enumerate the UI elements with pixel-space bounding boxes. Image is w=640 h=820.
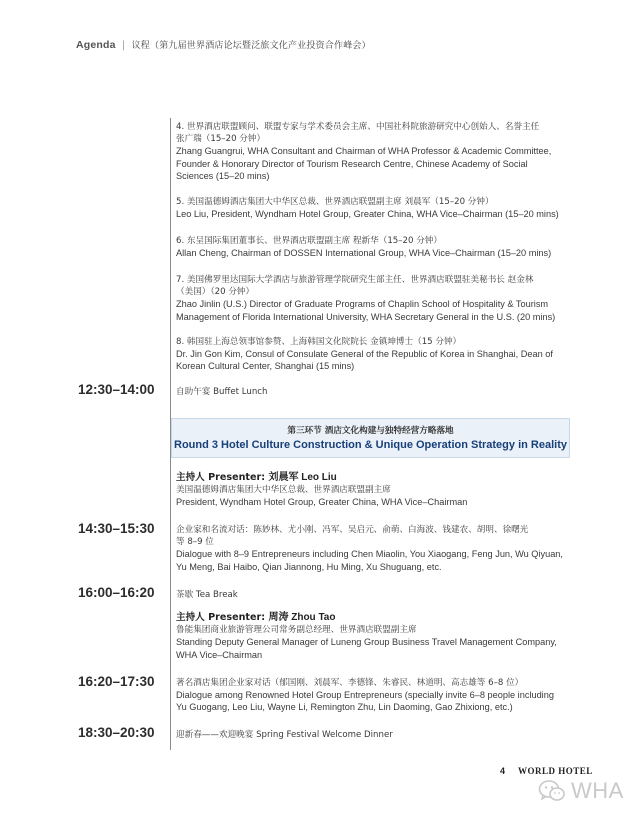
speaker-item-4 <box>176 121 571 182</box>
item8-en-line1: Dr. Jin Gon Kim, Consul of Consulate General of the Republic of Korea in Shanghai, Dean of <box>176 349 553 360</box>
page-number: 4 <box>500 766 506 776</box>
header-title: 议程（第九届世界酒店论坛暨泛旅文化产业投资合作峰会） <box>131 41 371 51</box>
speaker-item-8 <box>176 336 571 373</box>
time-dialogue1: 14:30–15:30 <box>78 521 155 536</box>
time-dialogue2: 16:20–17:30 <box>78 674 155 689</box>
presenter2-label: 主持人 Presenter: <box>176 612 266 623</box>
presenter2-heading <box>176 612 571 624</box>
presenter1-heading <box>176 472 571 484</box>
presenter2-cn: 鲁能集团商业旅游管理公司常务副总经理、世界酒店联盟副主席 <box>176 625 417 636</box>
lunch-text: 自助午宴 Buffet Lunch <box>176 387 268 397</box>
item4-en-line1: Zhang Guangrui, WHA Consultant and Chairman of WHA Professor & Academic Committee, <box>176 146 552 157</box>
item4-en-line3: Sciences (15–20 mins) <box>176 170 270 181</box>
dialogue1-cn-line2: 等 8–9 位 <box>176 537 214 548</box>
item4-en-line2: Founder & Honorary Director of Tourism Research Centre, Chinese Academy of Social <box>176 158 528 169</box>
speaker-item-5 <box>176 196 571 220</box>
time-dinner: 18:30–20:30 <box>78 725 155 740</box>
time-lunch: 12:30–14:00 <box>78 382 155 397</box>
dialogue2-en-line2: Yu Guogang, Leo Liu, Wayne Li, Remington Zhu, Lin Daoming, Gao Zhixiong, etc.) <box>176 702 513 713</box>
item4-cn-line1: 4. 世界酒店联盟顾问、联盟专家与学术委员会主席、中国社科院旅游研究中心创始人、名誉主任 <box>176 122 540 132</box>
dialogue1-cn-line1: 企业家和名流对话：陈妙林、尤小刚、冯军、吴启元、俞萌、白海波、钱建农、胡明、徐曙光 <box>176 525 529 535</box>
header-separator: | <box>121 40 126 51</box>
wechat-logo-icon <box>538 778 566 804</box>
round3-banner <box>171 418 570 458</box>
dinner-item <box>176 729 571 741</box>
item7-en-line1: Zhao Jinlin (U.S.) Director of Graduate Programs of Chaplin School of Hospitality & Tourism <box>176 299 549 310</box>
watermark-text: WHA <box>571 778 624 803</box>
dialogue-2 <box>176 677 571 714</box>
presenter1-label: 主持人 Presenter: <box>176 472 266 483</box>
magazine-name: WORLD HOTEL <box>518 766 593 776</box>
agenda-label: Agenda <box>76 39 116 51</box>
presenter1-cn: 美国温德姆酒店集团大中华区总裁、世界酒店联盟副主席 <box>176 485 391 496</box>
dialogue1-en-line1: Dialogue with 8–9 Entrepreneurs including Chen Miaolin, You Xiaogang, Feng Jun, Wu Qiyuan, <box>176 549 563 560</box>
item5-en-line1: Leo Liu, President, Wyndham Hotel Group, Greater China, WHA Vice–Chairman (15–20 mins) <box>176 209 559 220</box>
item8-cn-line1: 8. 韩国驻上海总领事馆参赞、上海韩国文化院院长 金镇坤博士（15 分钟） <box>176 337 462 347</box>
dialogue2-cn-line1: 著名酒店集团企业家对话（郁国刚、刘晨军、李德锋、朱睿民、林道明、高志雄等 6–8 位） <box>176 678 524 688</box>
dialogue2-en-line1: Dialogue among Renowned Hotel Group Entrepreneurs (specially invite 6–8 people including <box>176 690 554 701</box>
dialogue1-en-line2: Yu Meng, Bai Haibo, Qian Jiannong, Hu Ming, Xu Shuguang, etc. <box>176 561 442 572</box>
item7-en-line2: Management of Florida International University, WHA Secretary General in the U.S. (20 mins) <box>176 311 556 322</box>
presenter1-en: President, Wyndham Hotel Group, Greater China, WHA Vice–Chairman <box>176 497 468 508</box>
presenter2-en-line1: Standing Deputy General Manager of Luneng Group Business Travel Management Company, <box>176 637 557 648</box>
round3-title-cn: 第三环节 酒店文化构建与独特经营方略落地 <box>287 426 454 436</box>
item6-en-line1: Allan Cheng, Chairman of DOSSEN International Group, WHA Vice–Chairman (15–20 mins) <box>176 248 552 259</box>
tea-item <box>176 589 571 601</box>
presenter-2 <box>176 612 571 661</box>
page-header <box>76 38 371 51</box>
item6-cn-line1: 6. 东呈国际集团董事长、世界酒店联盟副主席 程新华（15–20 分钟） <box>176 236 443 246</box>
dialogue-1 <box>176 524 571 573</box>
speaker-item-7 <box>176 274 571 323</box>
time-tea: 16:00–16:20 <box>78 585 155 600</box>
lunch-item <box>176 386 571 398</box>
item7-cn-line2: （美国）（20 分钟） <box>176 287 255 298</box>
tea-text: 茶歇 Tea Break <box>176 590 238 600</box>
item7-cn-line1: 7. 美国佛罗里达国际大学酒店与旅游管理学院研究生部主任、世界酒店联盟驻美秘书长 赵金林 <box>176 275 534 285</box>
speaker-item-6 <box>176 235 571 259</box>
item8-en-line2: Korean Cultural Center, Shanghai (15 mins) <box>176 361 355 372</box>
item4-cn-line2: 张广瑞（15–20 分钟） <box>176 134 266 145</box>
presenter2-name: 周涛 Zhou Tao <box>268 612 336 623</box>
presenter2-en-line2: WHA Vice–Chairman <box>176 649 263 660</box>
presenter1-name: 刘晨军 Leo Liu <box>268 472 337 483</box>
item5-cn-line1: 5. 美国温德姆酒店集团大中华区总裁、世界酒店联盟副主席 刘晨军（15–20 分钟） <box>176 197 494 207</box>
dinner-text: 迎新春——欢迎晚宴 Spring Festival Welcome Dinner <box>176 730 393 740</box>
round3-title-en: Round 3 Hotel Culture Construction & Unique Operation Strategy in Reality <box>174 439 567 451</box>
presenter-1 <box>176 472 571 509</box>
watermark <box>538 778 624 804</box>
